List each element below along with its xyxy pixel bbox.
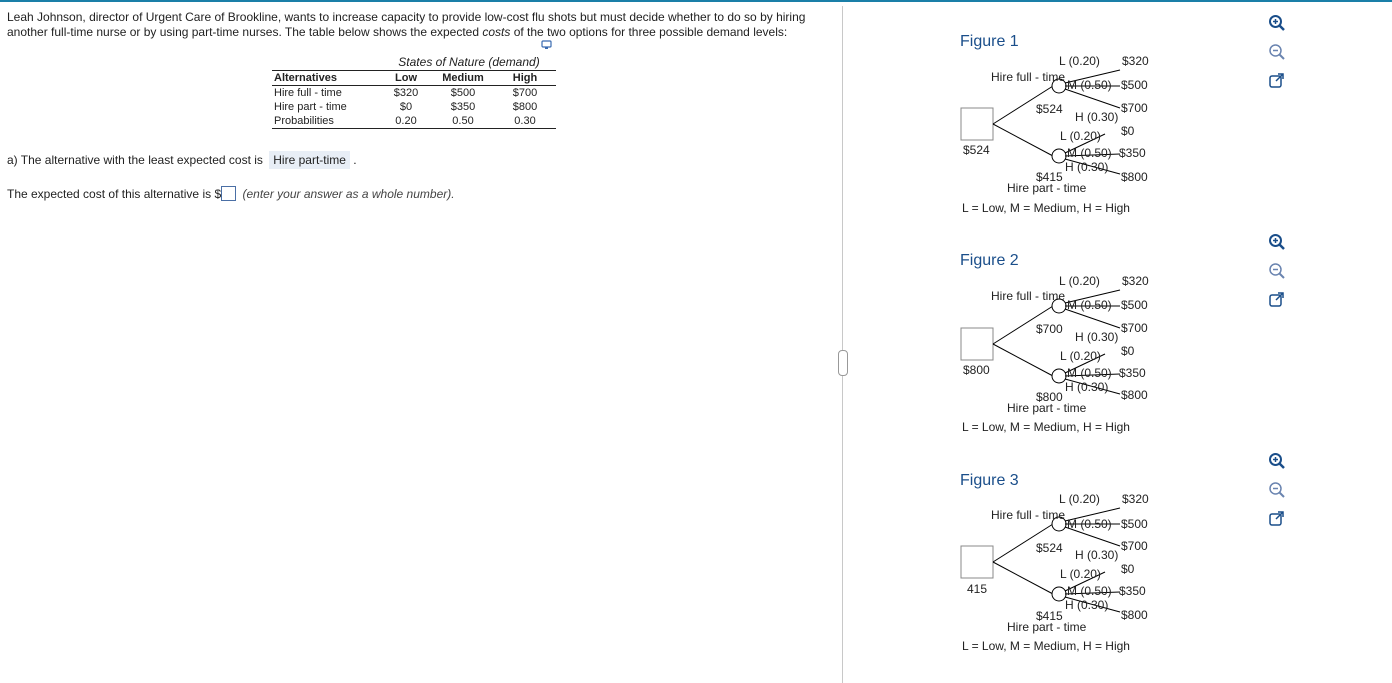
zoom-in-icon[interactable] [1268,233,1286,251]
outcome-value: $0 [1121,124,1135,138]
outcome-value: $320 [1122,54,1149,68]
decision-node [961,108,993,140]
chance-node-part [1052,149,1066,163]
figure-1-toolbar [1268,14,1288,101]
outcome-value: $320 [1122,274,1149,288]
table-cell: $800 [512,101,538,113]
table-cell: 0.30 [494,114,556,129]
part-time-branch [993,344,1053,376]
table-row [272,100,556,114]
question-a-answer-dropdown[interactable]: Hire part-time [269,151,350,169]
figure-legend: L = Low, M = Medium, H = High [962,639,1130,653]
zoom-in-icon[interactable] [1268,452,1286,470]
outcome-value: $500 [1121,298,1148,312]
question-a-prompt: a) The alternative with the least expected cost is [7,153,263,167]
table-cell: 0.20 [380,114,432,129]
question-a-suffix: . [353,153,357,167]
table-header-row [272,71,556,86]
outcome-label: H (0.30) [1065,160,1109,174]
part-time-branch [993,562,1053,594]
outcome-value: $0 [1121,562,1135,576]
table-cell: 0.50 [432,114,494,129]
cost-table [272,70,556,129]
part-time-label: Hire part - time [1007,181,1087,195]
outcome-value: $500 [1121,517,1148,531]
figure-1[interactable] [955,28,1155,233]
zoom-out-icon[interactable] [1268,481,1286,499]
root-value: $524 [963,143,990,157]
outcome-label: H (0.30) [1075,548,1119,562]
outcome-label: L (0.20) [1060,129,1101,143]
outcome-label: L (0.20) [1059,54,1100,68]
part-time-value: $415 [1036,609,1063,623]
full-time-value: $524 [1036,102,1063,116]
problem-statement [7,10,807,40]
full-time-label: Hire full - time [991,508,1066,522]
cost-table-container [272,55,556,129]
table-cell: Hire full - time [274,87,342,99]
outcome-label: M (0.50) [1067,517,1112,531]
table-cell: Hire part - time [274,101,347,113]
root-value: 415 [967,582,988,596]
outcome-label: H (0.30) [1075,110,1119,124]
figure-3-toolbar [1268,452,1288,539]
outcome-value: $700 [1121,539,1148,553]
table-cell: $700 [512,87,538,99]
outcome-label: M (0.50) [1067,78,1112,92]
figure-2-toolbar [1268,233,1288,320]
copy-icon[interactable] [541,40,553,50]
outcome-label: L (0.20) [1059,274,1100,288]
open-new-window-icon[interactable] [1268,510,1286,528]
question-b-prompt: The expected cost of this alternative is $ [7,187,222,201]
panel-resize-handle[interactable] [838,350,848,376]
table-row [272,114,556,129]
figure-3[interactable] [955,468,1155,673]
outcome-label: L (0.20) [1060,567,1101,581]
table-header: Medium [432,71,494,86]
table-header: High [494,71,556,86]
panel-divider [842,6,843,683]
outcome-value: $500 [1121,78,1148,92]
table-header: Alternatives [272,71,380,86]
chance-node-part [1052,587,1066,601]
chance-node-part [1052,369,1066,383]
part-time-value: $415 [1036,170,1063,184]
table-cell: $320 [393,87,419,99]
open-new-window-icon[interactable] [1268,291,1286,309]
states-of-nature-label: States of Nature (demand) [398,55,540,69]
full-time-value: $700 [1036,322,1063,336]
open-new-window-icon[interactable] [1268,72,1286,90]
zoom-out-icon[interactable] [1268,262,1286,280]
outcome-value: $0 [1121,344,1135,358]
table-cell: Probabilities [272,114,380,129]
decision-tree-2 [955,248,1155,453]
top-accent-bar [0,0,1392,2]
problem-line-2-start: another full-time nurse or by using part-time nurses. The table below shows the expected [7,25,483,39]
outcome-value: $800 [1121,608,1148,622]
problem-line-1: Leah Johnson, director of Urgent Care of Brookline, wants to increase capacity to provide low-cost flu shots but must decide whether to do so by hiring [7,10,806,24]
decision-tree-1 [955,28,1155,233]
full-time-label: Hire full - time [991,289,1066,303]
full-time-label: Hire full - time [991,70,1066,84]
outcome-value: $350 [1119,146,1146,160]
table-header: Low [380,71,432,86]
outcome-label: H (0.30) [1075,330,1119,344]
table-cell: $350 [450,101,476,113]
decision-node [961,328,993,360]
part-time-label: Hire part - time [1007,620,1087,634]
problem-emphasis: costs [482,25,511,39]
outcome-label: H (0.30) [1065,598,1109,612]
outcome-label: M (0.50) [1067,366,1112,380]
part-time-label: Hire part - time [1007,401,1087,415]
outcome-label: L (0.20) [1060,349,1101,363]
outcome-label: M (0.50) [1067,298,1112,312]
outcome-value: $800 [1121,388,1148,402]
figure-legend: L = Low, M = Medium, H = High [962,201,1130,215]
problem-line-2-end: of the two options for three possible demand levels: [510,25,788,39]
part-time-branch [993,124,1053,156]
expected-cost-input[interactable] [221,186,236,201]
outcome-label: M (0.50) [1067,584,1112,598]
outcome-value: $350 [1119,584,1146,598]
outcome-label: M (0.50) [1067,146,1112,160]
zoom-out-icon[interactable] [1268,43,1286,61]
root-value: $800 [963,363,990,377]
decision-tree-3 [955,468,1155,673]
question-b-hint: (enter your answer as a whole number). [242,187,455,201]
table-cell: $0 [399,101,413,113]
outcome-label: L (0.20) [1059,492,1100,506]
part-time-value: $800 [1036,390,1063,404]
outcome-value: $700 [1121,101,1148,115]
outcome-value: $700 [1121,321,1148,335]
full-time-value: $524 [1036,541,1063,555]
question-a [7,153,357,167]
figure-legend: L = Low, M = Medium, H = High [962,420,1130,434]
outcome-value: $320 [1122,492,1149,506]
figure-2[interactable] [955,248,1155,453]
figure-title: Figure 2 [960,252,1019,269]
table-row [272,86,556,101]
problem-line-2 [7,25,807,40]
question-b [7,186,455,201]
outcome-label: H (0.30) [1065,380,1109,394]
figure-title: Figure 3 [960,472,1019,489]
outcome-value: $800 [1121,170,1148,184]
outcome-value: $350 [1119,366,1146,380]
figure-title: Figure 1 [960,33,1019,50]
table-cell: $500 [450,87,476,99]
decision-node [961,546,993,578]
zoom-in-icon[interactable] [1268,14,1286,32]
